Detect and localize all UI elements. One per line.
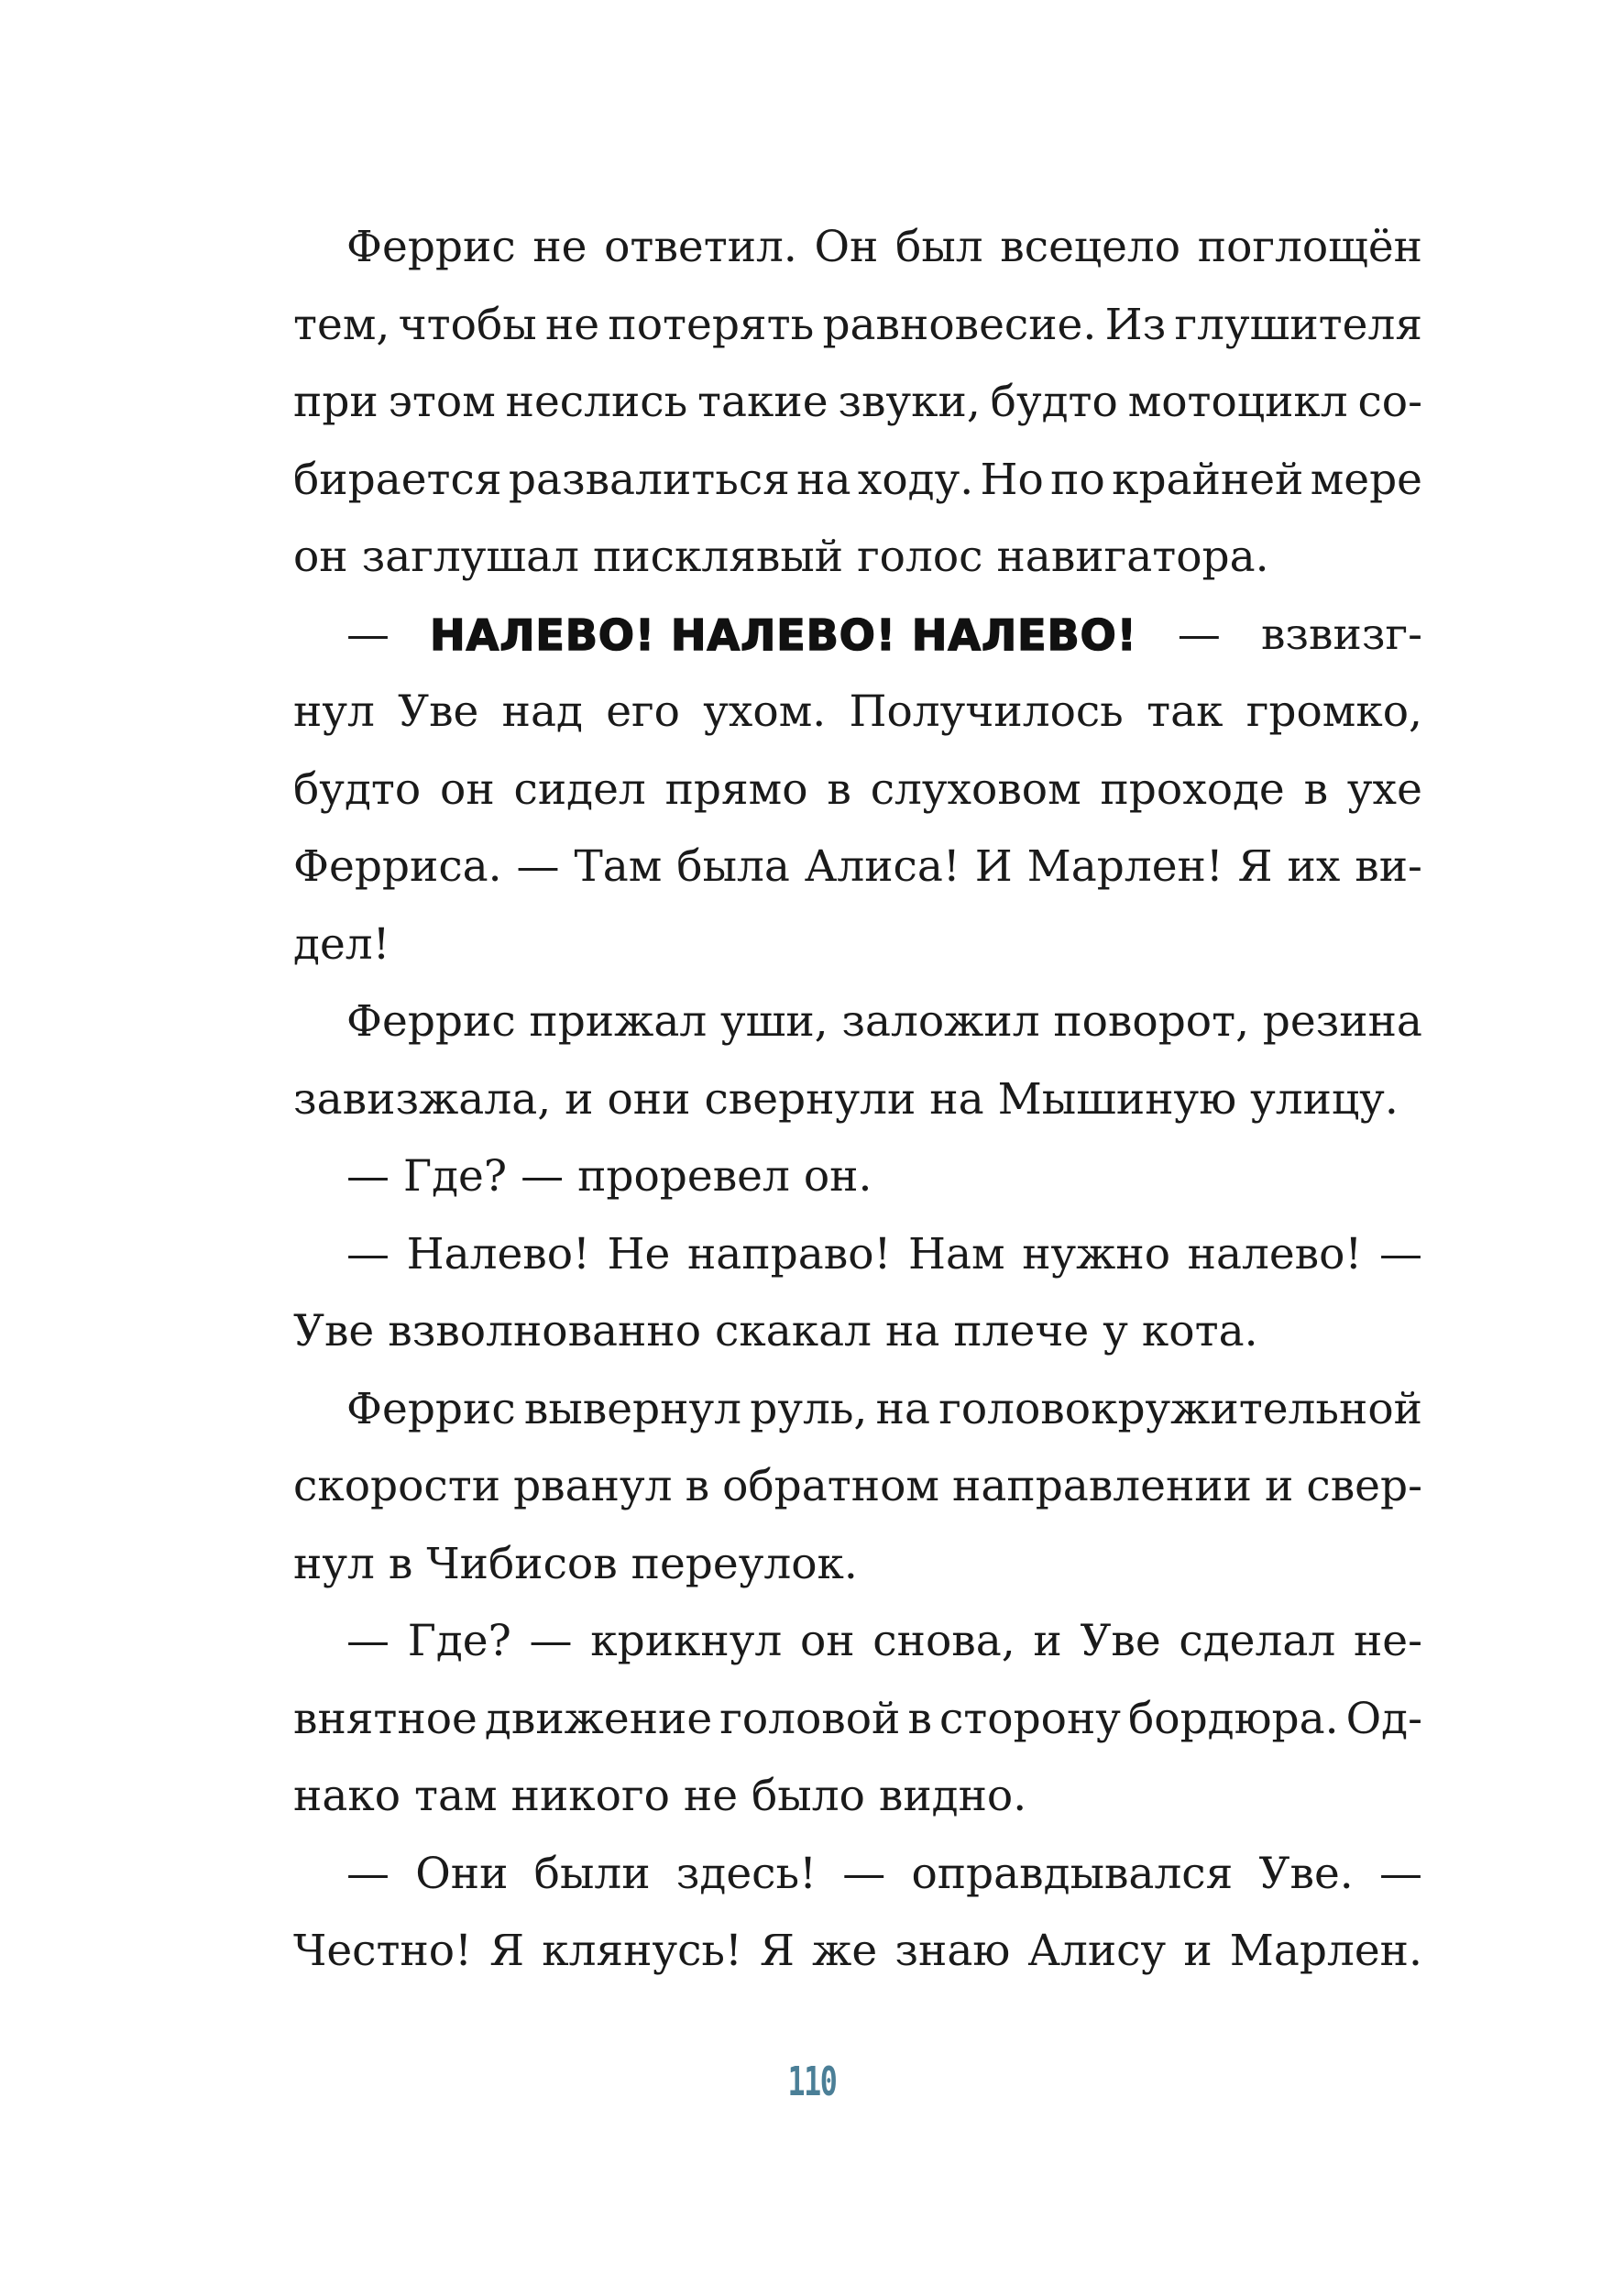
word: Нам: [908, 1228, 1005, 1279]
word: писклявый: [593, 532, 844, 582]
text-line: [293, 1216, 1422, 1294]
word: —: [346, 1151, 390, 1202]
word: в: [827, 763, 851, 815]
word: у: [1103, 1306, 1128, 1356]
word: Налево!: [406, 1228, 590, 1279]
word: поворот,: [1053, 996, 1250, 1047]
text-line: [293, 906, 1422, 984]
word: в: [388, 1538, 413, 1589]
word: ви-: [1355, 841, 1422, 892]
word: резина: [1262, 996, 1422, 1047]
word: снова,: [872, 1616, 1015, 1666]
text-line: [293, 1371, 1422, 1449]
text-line: [293, 1448, 1422, 1526]
word: заложил: [841, 996, 1040, 1047]
word: внятное: [293, 1693, 477, 1744]
text-line: [293, 1681, 1422, 1759]
word: сидел: [513, 763, 646, 815]
word: этом: [388, 377, 496, 427]
word: —: [842, 1848, 886, 1899]
word: же: [812, 1926, 878, 1976]
word: крикнул: [590, 1616, 783, 1666]
word: всецело: [1000, 222, 1181, 272]
word: руль,: [750, 1383, 868, 1434]
word: навигатора.: [996, 532, 1269, 582]
word: бордюра.: [1127, 1693, 1339, 1744]
word: —: [1378, 1848, 1422, 1899]
word: переулок.: [631, 1538, 858, 1589]
text-line: [293, 752, 1422, 829]
word: Я: [760, 1926, 796, 1976]
word: не-: [1353, 1616, 1422, 1666]
word: кота.: [1141, 1306, 1258, 1356]
word: сделал: [1179, 1616, 1336, 1666]
word: не: [532, 222, 587, 272]
word: Марлен.: [1229, 1926, 1422, 1976]
shout-text: НАЛЕВО! НАЛЕВО! НАЛЕВО!: [430, 609, 1137, 660]
word: поглощён: [1197, 222, 1422, 272]
word: Алису: [1027, 1926, 1167, 1976]
word: была: [676, 841, 790, 892]
word: мере: [1310, 454, 1422, 505]
word: заглушал: [361, 532, 579, 582]
word: —: [346, 1228, 390, 1279]
word: нужно: [1022, 1228, 1171, 1279]
word: Феррис: [346, 222, 516, 272]
word: был: [895, 222, 983, 272]
word: Уве.: [1258, 1848, 1354, 1899]
word: И: [974, 841, 1013, 892]
word: —: [346, 609, 390, 660]
word: в: [907, 1693, 932, 1744]
word: Из: [1104, 299, 1167, 350]
text-line: [293, 983, 1422, 1061]
word: не: [683, 1771, 739, 1821]
word: чтобы: [398, 299, 537, 350]
word: головой: [719, 1693, 901, 1744]
word: там: [414, 1771, 498, 1821]
word: Уве: [293, 1306, 375, 1356]
word: он.: [803, 1151, 872, 1202]
text-line: [293, 1603, 1422, 1681]
word: и: [1033, 1616, 1062, 1666]
word: Мышиную: [997, 1073, 1237, 1125]
word: были: [533, 1848, 651, 1899]
word: —: [529, 1616, 573, 1666]
word: над: [501, 686, 583, 737]
word: потерять: [608, 299, 815, 350]
word: крайней: [1112, 454, 1304, 505]
word: взволнованно: [388, 1306, 702, 1356]
word: развалиться: [508, 454, 790, 505]
word: мотоцикл: [1127, 377, 1348, 427]
word: оправдывался: [911, 1848, 1234, 1899]
word: Я: [489, 1926, 525, 1976]
word: и: [1265, 1461, 1294, 1511]
text-line: [293, 1293, 1422, 1371]
word: Где?: [407, 1616, 511, 1666]
word: голос: [857, 532, 983, 582]
word: Они: [415, 1848, 509, 1899]
text-line: [293, 1526, 1422, 1604]
word: направлении: [952, 1461, 1252, 1511]
text-line: [293, 829, 1422, 906]
word: тем,: [293, 299, 390, 350]
word: улицу.: [1250, 1073, 1399, 1125]
word: уши,: [719, 996, 828, 1047]
text-line: [293, 1836, 1422, 1914]
word: проревел: [577, 1151, 790, 1202]
word: слуховом: [870, 763, 1081, 815]
text-line: [293, 364, 1422, 442]
word: они: [607, 1073, 691, 1125]
word: при: [293, 377, 379, 427]
word: не: [544, 299, 600, 350]
word: по: [1050, 454, 1105, 505]
word: —: [346, 1616, 390, 1666]
word: Где?: [403, 1151, 508, 1202]
text-line: [293, 1138, 1422, 1216]
word: ухом.: [703, 686, 827, 737]
word: их: [1287, 841, 1341, 892]
word: будто: [293, 763, 422, 815]
word: со-: [1357, 377, 1422, 427]
word: свернули: [704, 1073, 916, 1125]
word: бирается: [293, 454, 502, 505]
word: нул: [293, 1538, 375, 1589]
word: на: [929, 1073, 984, 1125]
word: Алиса!: [804, 841, 960, 892]
word: и: [565, 1073, 594, 1125]
word: Марлен!: [1026, 841, 1223, 892]
word: движение: [484, 1693, 713, 1744]
word: и: [1183, 1926, 1213, 1976]
word: в: [685, 1461, 710, 1511]
word: —: [1378, 1228, 1422, 1279]
word: равновесие.: [822, 299, 1097, 350]
word: рванул: [513, 1461, 673, 1511]
word: Уве: [1080, 1616, 1161, 1666]
word: прямо: [664, 763, 808, 815]
word: он: [440, 763, 495, 815]
word: вывернул: [523, 1383, 741, 1434]
word: Он: [814, 222, 879, 272]
word: клянусь!: [542, 1926, 742, 1976]
word: дел!: [293, 918, 390, 970]
text-line: [293, 519, 1422, 597]
word: нако: [293, 1771, 401, 1821]
word: звуки,: [838, 377, 981, 427]
word: завизжала,: [293, 1073, 552, 1125]
word: проходе: [1100, 763, 1285, 815]
word: он: [293, 532, 348, 582]
word: его: [606, 686, 680, 737]
word: видно.: [878, 1771, 1027, 1821]
word: Уве: [398, 686, 479, 737]
word: неслись: [505, 377, 688, 427]
word: —: [1177, 609, 1221, 660]
word: Феррис: [346, 996, 516, 1047]
word: так: [1147, 686, 1223, 737]
word: обратном: [722, 1461, 939, 1511]
word: глушителя: [1174, 299, 1422, 350]
text-line: [293, 209, 1422, 287]
word: на: [796, 454, 851, 505]
word: Получилось: [849, 686, 1124, 737]
word: свер-: [1306, 1461, 1422, 1511]
word: Честно!: [293, 1926, 472, 1976]
word: налево!: [1187, 1228, 1363, 1279]
word: знаю: [894, 1926, 1011, 1976]
word: скорости: [293, 1461, 501, 1511]
word: Не: [607, 1228, 671, 1279]
text-line: [293, 287, 1422, 365]
word: он: [799, 1616, 855, 1666]
word: Я: [1237, 841, 1273, 892]
text-line: [293, 674, 1422, 752]
text-line: [293, 1913, 1422, 1991]
word: на: [885, 1306, 940, 1356]
word: взвизг-: [1260, 609, 1422, 660]
word: нул: [293, 686, 375, 737]
word: Но: [980, 454, 1044, 505]
text-line: [293, 1758, 1422, 1836]
word: головокружительной: [938, 1383, 1422, 1434]
text-line: [293, 1061, 1422, 1139]
word: ухе: [1346, 763, 1422, 815]
word: направо!: [686, 1228, 892, 1279]
word: ходу.: [857, 454, 974, 505]
body-text: [293, 209, 1422, 1991]
word: никого: [510, 1771, 670, 1821]
word: громко,: [1245, 686, 1422, 737]
word: будто: [990, 377, 1118, 427]
word: на: [875, 1383, 930, 1434]
word: прижал: [529, 996, 708, 1047]
word: плече: [953, 1306, 1090, 1356]
word: Од-: [1345, 1693, 1422, 1744]
word: скакал: [715, 1306, 872, 1356]
word: здесь!: [675, 1848, 817, 1899]
text-line: [293, 442, 1422, 520]
word: Там: [574, 841, 663, 892]
word: такие: [697, 377, 828, 427]
text-line: [293, 597, 1422, 675]
word: ответил.: [604, 222, 797, 272]
word: в: [1303, 763, 1329, 815]
word: —: [346, 1848, 390, 1899]
word: Феррис: [346, 1383, 516, 1434]
word: Чибисов: [426, 1538, 618, 1589]
word: Ферриса.: [293, 841, 502, 892]
word: было: [752, 1771, 865, 1821]
word: —: [516, 841, 560, 892]
word: сторону: [938, 1693, 1121, 1744]
word: —: [521, 1151, 565, 1202]
page-number: 110: [787, 2059, 837, 2105]
